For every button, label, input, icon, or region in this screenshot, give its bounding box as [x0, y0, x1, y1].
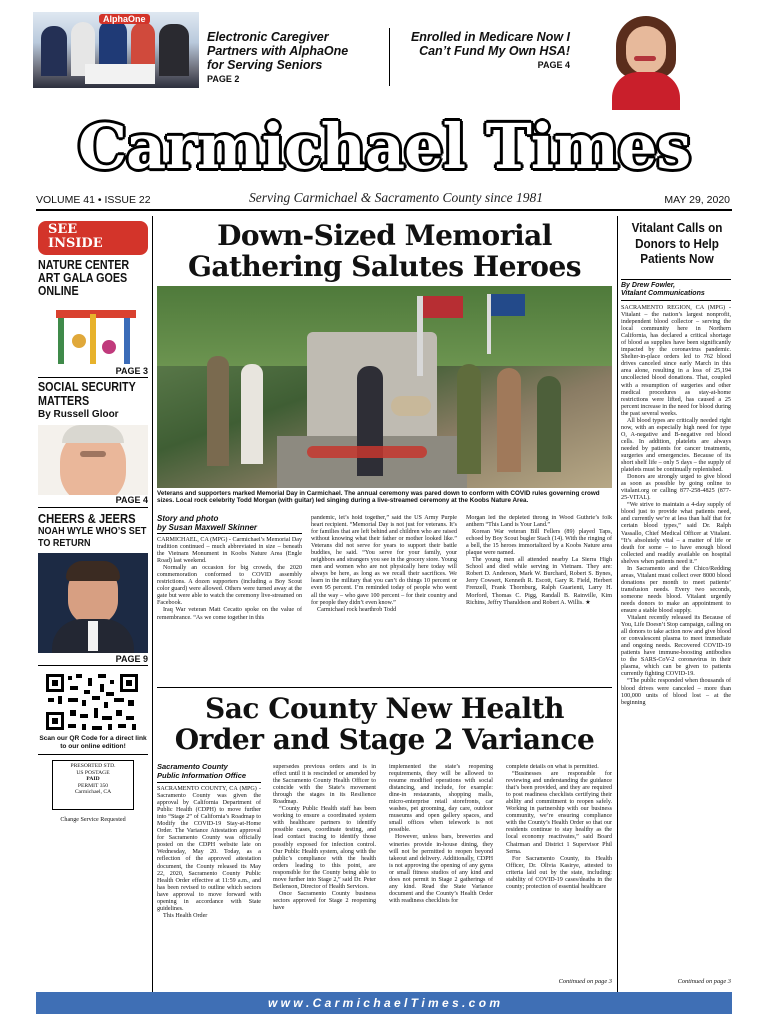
- sidebar-vertical-rule: [152, 216, 153, 996]
- postage-line-5: Carmichael, CA: [74, 789, 112, 796]
- teaser-2-page: PAGE 4: [537, 60, 570, 70]
- sidebar-rule-1: [38, 377, 148, 378]
- lead-headline: [157, 220, 612, 282]
- second-byline: [157, 763, 261, 780]
- lead-photo-caption: Veterans and supporters marked Memorial Day in Carmichael. The annual ceremony was pared down to conform with COVID rules governing crowd sizes. Local rock celebrity Todd Morgan (with guitar) led singing during a live-streamed ceremony at the Koobs Nature Area.: [157, 490, 600, 504]
- teaser-1-photo: [33, 12, 199, 88]
- cheers-jeers-photo: [38, 553, 148, 653]
- right-body-p1: SACRAMENTO REGION, CA (MPG) - Vitalant – the nation’s largest nonprofit, independent blood collector – serving the local community here in Northern California, has declared a critical shortage of blood as supplies have been significantly impacted by the coronavirus pandemic. Shelter-in-place orders led to 762 blood drives canceled since early March in this area alone, resulting in a loss of 25,194 uncollected blood donations. That, coupled with a resumption of surgeries and other medical procedures as stay-at-home restrictions were lifted, has caused a 25 percent increase in the need for blood during the past several weeks.: [621, 305, 731, 417]
- postage-line-4: PERMIT 350: [77, 782, 109, 789]
- lead-col2-p1: pandemic, let’s hold together,” said the US Army Purple heart recipient. “Memorial Day is not just for veterans. It’s for families that are left behind and children who are raised without knowing what their father or mother looked like.” Veterans did not serve for years to support their battle buddies, he said. “You serve for your family, your neighbors and strangers you see in the grocery store. Young men and women who are not physically here today will always be here, as long as we recall their sacrifices. We learn in the military that you can’t do things 10 percent or even 95 percent. I’m reminded today of people who went all the way – who gave 100 percent – for their country and for people they didn’t even know.”: [311, 515, 457, 606]
- lead-col1-p1: CARMICHAEL, CA (MPG) - Carmichael’s Memorial Day tradition continued – much abbreviated in size – beneath the Vietnam Monument in Koobs Nature Area (Engle Road) last weekend.: [157, 537, 302, 565]
- lead-column-3: [466, 515, 612, 667]
- second-col2-p3: Once Sacramento County business sectors approved for Stage 2 reopening have: [273, 890, 376, 911]
- nature-center-photo: [38, 304, 148, 366]
- right-body-p6: Vitalant recently released its Because of You, Life Doesn’t Stop campaign, calling on all donors to take action now and give blood or convalescent plasma to meet immediate and ongoing needs. Recovered COVID-19 patients have immune-boosting antibodies to the SARS-CoV-2 coronavirus in their plasma, which can be given to patients currently fighting COVID-19.: [621, 615, 731, 678]
- second-byline-rule: [157, 782, 261, 783]
- qr-code[interactable]: [44, 672, 140, 732]
- postage-line-2: US POSTAGE: [76, 769, 110, 776]
- lead-byline: [157, 514, 302, 532]
- masthead-rule: [36, 209, 732, 211]
- second-byline-1: Sacramento County: [157, 762, 228, 771]
- lead-byline-2: by Susan Maxwell Skinner: [157, 523, 258, 532]
- second-col2-p1: supersedes previous orders and is in effect until it is rescinded or amended by the Sacramento County Health Officer to coincide with the State’s movement through the stages in its Resilience Roadmap.: [273, 764, 376, 806]
- postage-line-3: PAID: [86, 776, 100, 783]
- right-headline-rule: [621, 279, 731, 280]
- lead-headline-line1: Down-Sized Memorial: [217, 219, 552, 252]
- right-byline-2: Vitalant Communications: [621, 290, 705, 297]
- second-byline-2: Public Information Office: [157, 770, 247, 780]
- nature-center-title: NATURE CENTER ART GALA GOES ONLINE: [38, 258, 130, 298]
- right-body-p7: “The public responded when thousands of blood drives were canceled – more than 100,000 units of blood lost – at the beginning: [621, 678, 731, 706]
- teaser-1[interactable]: [207, 30, 387, 84]
- second-col3-p2: However, unless bars, breweries and wineries provide in-house dining, they will not be permitted to reopen beyond takeout and delivery. Additionally, CDPH is not approving the opening of any gyms or small fitness studios of any kind and does not permit in Stage 2 gatherings of any kind. Read the State Variance document and the County’s Health Order with readiness checklists for: [389, 834, 493, 904]
- right-continued[interactable]: Continued on page 3: [677, 978, 731, 985]
- see-inside-label: SEE INSIDE: [48, 222, 103, 251]
- cheers-jeers-page: PAGE 9: [115, 654, 148, 664]
- social-security-byline: By Russell Gloor: [38, 409, 119, 420]
- right-column-body: [621, 305, 731, 977]
- lead-col3-p2: Korean War veteran Bill Fellers (89) played Taps, echoed by Boy Scout bugler Stach (14). With the ringing of a bell, the 15 heroes immortalized by a Koobs Nature area plaque were named.: [466, 529, 612, 557]
- right-headline: Vitalant Calls on Donors to Help Patients Now: [631, 220, 723, 266]
- second-col2-p2: “County Public Health staff has been working to ensure a coordinated system with healthcare partners to identify possible cases, coordinate testing, and lead contact tracing to identify those possibly exposed for infection control. Our Public Health system, along with the public’s compliance with the health orders leading to this point, are responsible for the County being able to move further into Stage 2,” said Dr. Peter Beilenson, Director of Health Services.: [273, 806, 376, 890]
- second-col4-p1: complete details on what is permitted.: [506, 764, 599, 770]
- postage-indicia: [52, 760, 134, 810]
- second-continued[interactable]: Continued on page 3: [558, 978, 612, 985]
- lead-column-1: [157, 537, 302, 667]
- right-byline-1: By Drew Fowler,: [621, 282, 676, 289]
- second-column-4: [506, 764, 612, 978]
- teaser-1-page: PAGE 2: [207, 74, 240, 84]
- right-body-p3: Donors are strongly urged to give blood as soon as possible by going online to vitalant.org or calling 877-258-4825 (877-25-VITAL).: [621, 474, 731, 502]
- qr-caption: Scan our QR Code for a direct link to our online edition!: [39, 735, 147, 750]
- right-body-p5: In Sacramento and the Chico/Redding areas, Vitalant must collect over 8000 blood donations per month to meet patients’ transfusion needs. Every two seconds, someone needs blood. Vitalant urgently needs donors to make an appointment to ensure a stable blood supply.: [621, 565, 731, 615]
- lead-byline-1: Story and photo: [157, 514, 219, 523]
- second-headline-line1: Sac County New Health: [205, 692, 564, 725]
- sidebar-rule-2: [38, 507, 148, 508]
- change-service: Change Service Requested: [60, 817, 126, 823]
- second-col1-p2: This Health Order: [163, 912, 208, 919]
- sidebar-item-social-security[interactable]: [38, 381, 148, 420]
- teaser-2[interactable]: [392, 30, 570, 70]
- sidebar-item-nature-center[interactable]: [38, 259, 148, 298]
- second-col4-p2: “Businesses are responsible for reviewing and understanding the guidance that’s been provided, and they are required to post readiness checklists certifying their ability and commitment to reopen safely. Working in partnership with our business community, we’re ensuring compliance with the County’s Health Order so that our residents continue to stay healthy as the local economy reactivates,” said Board Chairman and District 1 Supervisor Phil Serna.: [506, 771, 612, 855]
- teaser-1-title: Electronic Caregiver Partners with AlphaOne for Serving Seniors: [207, 30, 349, 72]
- right-body-p4: “We strive to maintain a 4-day supply of blood just to provide what patients need, and currently we’re at less than half that for certain blood types,” said Dr. Ralph Vassallo, Chief Medical Officer at Vitalant. “It’s absolutely vital – a matter of life or death for some – to have enough blood collected and readily available on hospital shelves when patients need it.”: [621, 502, 731, 565]
- masthead-volume: VOLUME 41 • ISSUE 22: [36, 194, 151, 206]
- alphaone-logo: AlphaOne: [99, 14, 150, 24]
- social-security-title: SOCIAL SECURITY MATTERS: [38, 380, 136, 408]
- lead-col1-p3: Iraq War veteran Matt Cecatto spoke on the value of remembrance. “As we come together in this: [157, 607, 302, 621]
- masthead-title: Carmichael Times: [77, 110, 691, 183]
- sidebar-rule-4: [38, 754, 148, 755]
- lead-col1-p2: Normally an occasion for big crowds, the 2020 commemoration conformed to COVID assembly restrictions. A dozen supporters (including a Boy Scout color guard) were allowed. Others were turned away at the gate but were able to watch the ceremony live-streamed on Facebook.: [157, 565, 302, 607]
- see-inside-badge: [38, 221, 148, 255]
- lead-col3-p1: Morgan led the depleted throng in Wood Guthrie’s folk anthem “This Land is Your Land.”: [466, 515, 612, 529]
- lead-col3-p3: The young men all attended nearby La Sierra High School and died while serving in Vietnam. They are: Robert D. Anderson, Mark W. Burchard, Robert S. Bynes, Jerry Cowsert, Kenneth R. Escott, Gary R. Field, Herbert Frenzell, Frank Thornburg, Ralph Guarienti, Larry H. Morford, Thomas C. Pigg, Randall B. Rainville, Kim Richins, Jeffry Tharaldson and Robert A. Willis. ★: [466, 557, 612, 606]
- nature-center-page: PAGE 3: [115, 366, 148, 376]
- lead-headline-line2: Gathering Salutes Heroes: [187, 250, 582, 283]
- second-headline: [157, 693, 612, 755]
- second-col3-p1: implemented the state’s reopening requirements, they will be allowed to resume modified operations with social distancing, and include, for example: dine-in restaurants, shopping malls, micro-enterprise retail storefronts, car washes, pet grooming, day care, outdoor museums and open gallery spaces, and small offices when telework is not possible.: [389, 764, 493, 834]
- social-security-page: PAGE 4: [115, 495, 148, 505]
- lead-byline-rule: [157, 533, 302, 534]
- postage-line-1: PRESORTED STD.: [70, 763, 116, 769]
- masthead-tagline: Serving Carmichael & Sacramento County since 1981: [249, 190, 543, 205]
- cheers-jeers-title: CHEERS & JEERS: [38, 511, 136, 526]
- teaser-2-title: Enrolled in Medicare Now I Can’t Fund My Own HSA!: [410, 30, 570, 58]
- social-security-photo: [38, 425, 148, 495]
- cheers-jeers-subtitle: NOAH WYLE WHO’S SET TO RETURN: [38, 525, 147, 549]
- second-column-3: [389, 764, 493, 986]
- teaser-divider: [389, 28, 390, 86]
- lead-photo: [157, 286, 612, 488]
- right-byline: [621, 282, 733, 298]
- masthead-date: MAY 29, 2020: [664, 194, 730, 206]
- second-column-2: [273, 764, 376, 986]
- right-body-p2: All blood types are critically needed right now, with an especially high need for type O, A-negative and B-negative red blood cells. In addition, platelets are always needed by patients for cancer treatments, surgeries and emergencies. Because of its short shelf life – only 5 days – the supply of platelets must be continually replenished.: [621, 417, 731, 474]
- sidebar-item-cheers-jeers[interactable]: [38, 512, 148, 549]
- second-headline-line2: Order and Stage 2 Variance: [174, 723, 595, 756]
- right-vertical-rule: [617, 216, 618, 994]
- lead-col2-p2: Carmichael rock hearthrob Todd: [317, 606, 397, 613]
- right-byline-rule: [621, 300, 731, 301]
- qr-code-graphic: [44, 672, 140, 732]
- teaser-2-photo: [602, 12, 688, 110]
- lead-column-2: [311, 515, 457, 667]
- lead-bottom-rule: [157, 687, 612, 688]
- footer-bar: [36, 992, 732, 1014]
- second-column-1: [157, 786, 261, 986]
- sidebar-rule-3: [38, 665, 148, 666]
- second-col4-p3: For Sacramento County, its Health Officer, Dr. Olivia Kasirye, attested to criteria laid out by the state, including: stability of COVID-19 cases/deaths in the county; protection of essential healthcare: [506, 855, 612, 890]
- footer-url[interactable]: w w w . C a r m i c h a e l T i m e s . c o m: [267, 996, 501, 1010]
- second-col1-p1: SACRAMENTO COUNTY, CA (MPG) - Sacramento County was given the approval by California Department of Public Health (CDPH) to move further into “Stage 2” of California’s Roadmap to Modify the COVID-19 Stay-at-Home Order. The Variance Attestation approval for Sacramento County was officially posted on the CDPH website late on Wednesday, May 20. Today, as a reflection of the approved attestation document, the County released its May 22, 2020, Sacramento County Public Health Order effective at 11:59 a.m., and has been revised to outline which sectors have approval to move forward with opening in accordance with State guidelines.: [157, 786, 261, 912]
